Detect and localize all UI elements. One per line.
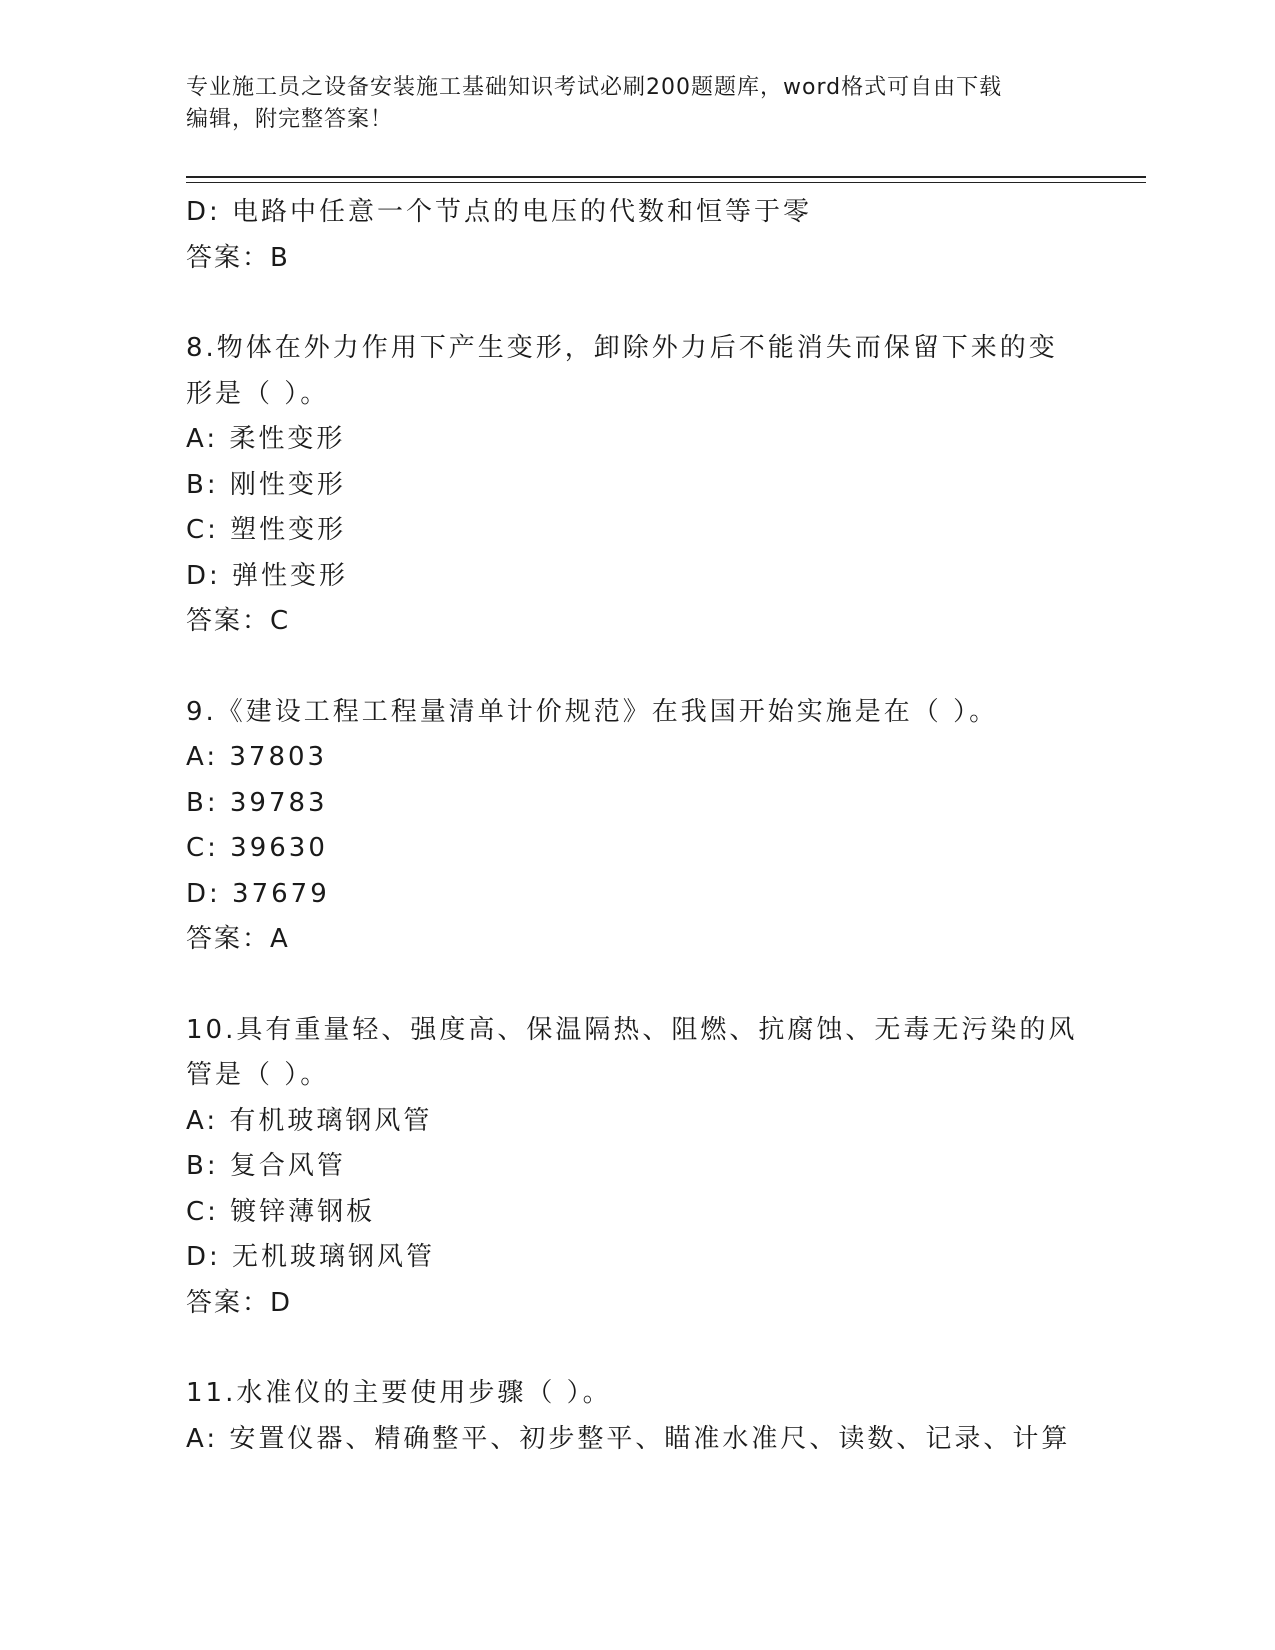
question-text: 11.水准仪的主要使用步骤（ ）。 (186, 1378, 612, 1408)
answer: 答案：C (186, 606, 291, 636)
question-text: 8.物体在外力作用下产生变形，卸除外力后不能消失而保留下来的变 (186, 333, 1058, 363)
question-9 (186, 690, 1076, 963)
header-divider-thin (186, 182, 1146, 183)
question-text: 10.具有重量轻、强度高、保温隔热、阻燃、抗腐蚀、无毒无污染的风 (186, 1014, 1078, 1045)
option-a: A: 有机玻璃钢风管 (186, 1105, 433, 1136)
answer: 答案：D (186, 1287, 293, 1318)
question-8 (186, 326, 1076, 645)
option-b: B: 39783 (186, 787, 328, 818)
option-a: A: 安置仪器、精确整平、初步整平、瞄准水准尺、读数、记录、计算 (186, 1423, 1071, 1454)
option-d: D: 37679 (186, 878, 330, 909)
option-c: C: 39630 (186, 833, 328, 863)
option-a: A: 37803 (186, 742, 328, 772)
question-text-continued: 管是（ ）。 (186, 1060, 330, 1090)
header-divider-thick (186, 176, 1146, 178)
answer: 答案：A (186, 924, 290, 954)
question-text: 9.《建设工程工程量清单计价规范》在我国开始实施是在（ ）。 (186, 696, 999, 727)
header-title-line-1: 专业施工员之设备安装施工基础知识考试必刷200题题库，word格式可自由下载 (186, 75, 1003, 100)
option-c: C: 塑性变形 (186, 515, 347, 545)
option-d: D: 弹性变形 (186, 560, 349, 591)
option-d: D: 电路中任意一个节点的电压的代数和恒等于零 (186, 197, 813, 227)
question-11 (186, 1371, 1076, 1462)
answer: 答案：B (186, 242, 290, 273)
option-b: B: 复合风管 (186, 1151, 346, 1181)
document-header (186, 72, 1066, 136)
option-c: C: 镀锌薄钢板 (186, 1196, 376, 1227)
question-list (186, 190, 1076, 1462)
question-text-continued: 形是（ ）。 (186, 378, 330, 409)
question-7-continued (186, 190, 1076, 281)
header-title-line-2: 编辑，附完整答案！ (186, 107, 394, 132)
option-d: D: 无机玻璃钢风管 (186, 1242, 436, 1272)
question-10 (186, 1008, 1076, 1327)
option-b: B: 刚性变形 (186, 469, 346, 500)
option-a: A: 柔性变形 (186, 424, 346, 454)
